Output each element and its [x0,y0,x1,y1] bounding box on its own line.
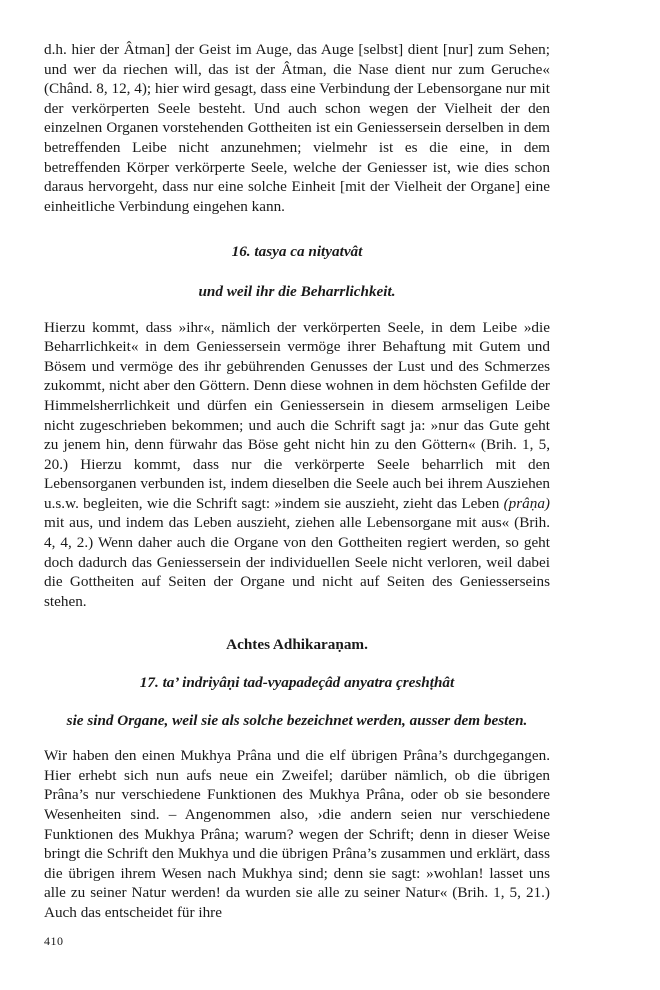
sutra-translation: sie sind Organe, weil sie als solche bezeichnet werden, ausser dem besten. [66,711,528,729]
section-heading: Achtes Adhikaraṇam. [226,636,368,654]
page-body [44,40,550,923]
body-paragraph: Wir haben den einen Mukhya Prâna und die elf übrigen Prâna’s durchgegangen. Hier erhebt sich nun aufs neue ein Zweifel; darüber nämlich, ob die übrigen Prâna’s nur verschiedene Funktionen des Mukhya Prâna, oder ob sie besondere Wesenheiten sind. – Angenommen also, ›die andern seien nur verschiedene Funktionen des Mukhya Prâna; warum? wegen der Schrift; denn in dieser Weise bringt die Schrift den Mukhya und die übrigen Prâna’s zusammen und erklärt, dass die übrigen ihrem Wesen nach Mukhya sind; denn sie sagt: »wohlan! lasset uns alle zu seiner Natur werden! da wurden sie alle zu seiner Natur« (Brih. 1, 5, 21.) Auch das entscheidet für ihre [44,747,550,921]
sutra-translation: und weil ihr die Beharrlichkeit. [198,282,396,300]
body-text: mit aus, und indem das Leben auszieht, ziehen alle Lebensorgane mit aus« (Brih. 4, 4, 2.) Wenn daher auch die Organe von den Gottheiten regiert werden, so geht doch dadurch das Geniessersein der individuellen Seele nicht verloren, weil dabei die Gottheiten auf Seiten der Organe und nicht auf Seiten des Geniesserseins stehen. [44,514,550,610]
sutra-heading: 16. tasya ca nityatvât [231,243,363,261]
body-paragraph: d.h. hier der Âtman] der Geist im Auge, das Auge [selbst] dient [nur] zum Sehen; und wer da riechen will, das ist der Âtman, die Nase dient nur zum Geruche« (Chând. 8, 12, 4); hier wird gesagt, dass eine Verbindung der Lebensorgane nur mit der verkörperten Seele besteht. Und auch schon wegen der Vielheit der den einzelnen Organen vorstehenden Gottheiten ist ein Geniessersein derselben in dem betreffenden Leibe nicht anzunehmen; vielmehr ist es die eine, in dem betreffenden Körper verkörperte Seele, welche der Geniesser ist, wie dies schon daraus hervorgeht, dass nur eine solche Einheit [mit der Vielheit der Organe] eine einheitliche Verbindung eingehen kann. [44,41,550,215]
sanskrit-term: (prâṇa) [503,494,550,512]
body-paragraph [44,318,550,612]
sutra-heading: 17. ta’ indriyâṇi tad-vyapadeçâd anyatra çreshṭhât [139,674,455,692]
body-text: Hierzu kommt, dass »ihr«, nämlich der verkörperten Seele, in dem Leibe »die Beharrlichkeit« in dem Geniessersein vermöge ihrer Behaftung mit Gutem und Bösem und vermöge des ihr gebührenden Genusses der Lust und des Schmerzes zukommt, nicht aber den Göttern. Denn diese wohnen in dem höchsten Gefilde der Himmelsherrlichkeit und dürfen ein Geniessersein in diesem armseligen Leibe nicht zugeschrieben bekommen; und auch die Schrift sagt ja: »nur das Gute geht zu jenem hin, denn fürwahr das Böse geht nicht hin zu den Göttern« (Brih. 1, 5, 20.) Hierzu kommt, dass nur die verkörperte Seele beharrlich mit den Lebensorganen verbunden ist, indem dieselben die Seele auch bei ihrem Ausziehen u.s.w. begleiten, wie die Schrift sagt: »indem sie auszieht, zieht das Leben [44,318,550,512]
page-number: 410 [44,934,64,948]
